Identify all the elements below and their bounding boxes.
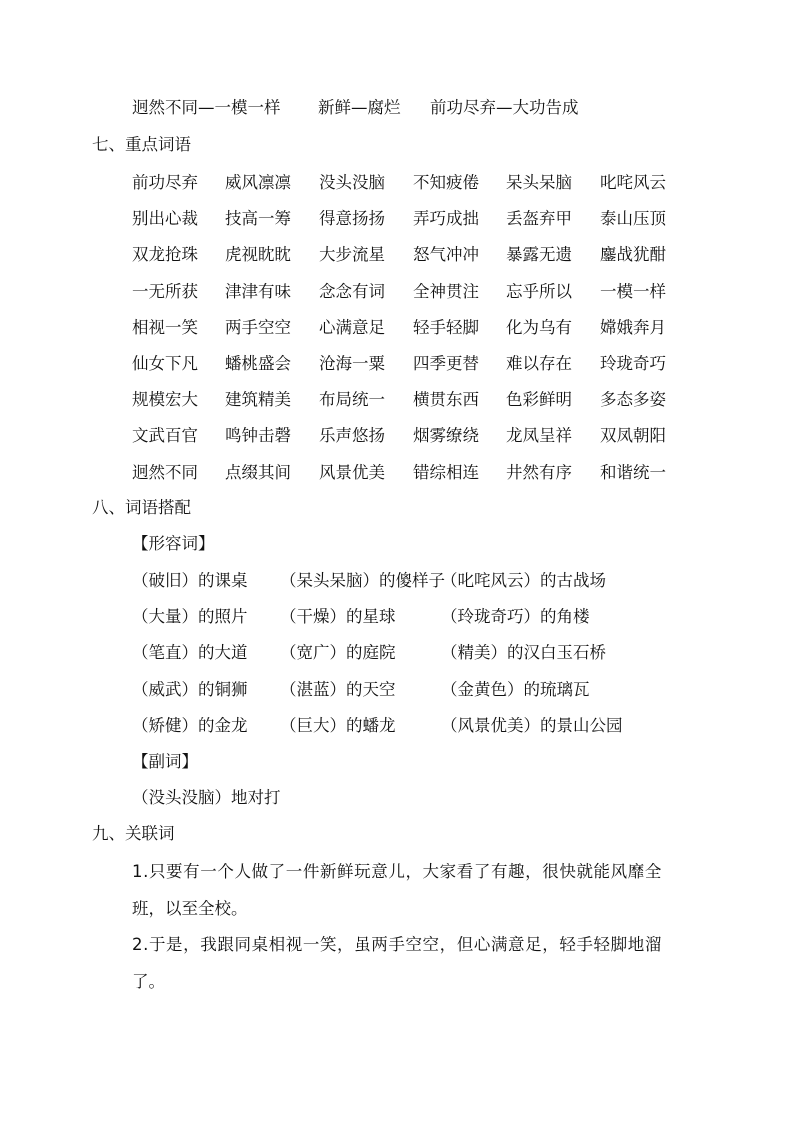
section-8-title: 八、词语搭配 [92,498,191,517]
key-word: 弄巧成拙 [413,209,479,228]
key-word: 风景优美 [319,463,385,482]
key-word: 化为乌有 [506,318,572,337]
key-word: 烟雾缭绕 [413,426,479,445]
collocation-phrase: （精美）的汉白玉石桥 [441,643,606,662]
section-7-title: 七、重点词语 [92,135,191,154]
key-word: 一无所获 [132,282,198,301]
adverb-collocation: （没头没脑）地对打 [132,788,281,807]
collocation-phrase: （大量）的照片 [132,607,248,626]
key-word: 一模一样 [600,282,666,301]
key-word: 横贯东西 [413,390,479,409]
key-word: 念念有词 [319,282,385,301]
antonym-pair: 迥然不同—一模一样 [132,98,281,117]
key-word: 两手空空 [225,318,291,337]
key-word: 泰山压顶 [600,209,666,228]
key-word: 怒气冲冲 [413,245,479,264]
key-word: 虎视眈眈 [225,245,291,264]
key-word: 建筑精美 [225,390,291,409]
key-word: 别出心裁 [132,209,198,228]
key-word: 鸣钟击磬 [225,426,291,445]
key-word: 规模宏大 [132,390,198,409]
key-word: 难以存在 [506,354,572,373]
key-word: 威风凛凛 [225,173,291,192]
collocation-phrase: （宽广）的庭院 [280,643,396,662]
collocation-phrase: （风景优美）的景山公园 [441,716,623,735]
key-word: 嫦娥奔月 [600,318,666,337]
key-word: 轻手轻脚 [413,318,479,337]
collocation-phrase: （金黄色）的琉璃瓦 [441,680,590,699]
key-word: 叱咤风云 [600,173,666,192]
key-word: 相视一笑 [132,318,198,337]
key-word: 前功尽弃 [132,173,198,192]
key-word: 双凤朝阳 [600,426,666,445]
sentence-1-line-1: 1.只要有一个人做了一件新鲜玩意儿，大家看了有趣，很快就能风靡全 [132,862,662,881]
key-word: 呆头呆脑 [506,173,572,192]
antonym-pair: 新鲜—腐烂 [318,98,401,117]
collocation-phrase: （呆头呆脑）的傻样子 [280,571,445,590]
key-word: 迥然不同 [132,463,198,482]
collocation-phrase: （干燥）的星球 [280,607,396,626]
key-word: 丢盔弃甲 [506,209,572,228]
key-word: 忘乎所以 [506,282,572,301]
antonym-pair: 前功尽弃—大功告成 [430,98,579,117]
key-word: 大步流星 [319,245,385,264]
collocation-phrase: （破旧）的课桌 [132,571,248,590]
collocation-phrase: （玲珑奇巧）的角楼 [441,607,590,626]
adverb-subtitle: 【副词】 [132,752,198,771]
key-word: 得意扬扬 [319,209,385,228]
key-word: 布局统一 [319,390,385,409]
key-word: 蟠桃盛会 [225,354,291,373]
key-word: 和谐统一 [600,463,666,482]
key-word: 心满意足 [319,318,385,337]
adjective-subtitle: 【形容词】 [132,534,215,553]
key-word: 技高一筹 [225,209,291,228]
key-word: 没头没脑 [319,173,385,192]
key-word: 色彩鲜明 [506,390,572,409]
collocation-phrase: （威武）的铜狮 [132,680,248,699]
key-word: 暴露无遗 [506,245,572,264]
sentence-1-line-2: 班，以至全校。 [132,899,248,918]
key-word: 沧海一粟 [319,354,385,373]
key-word: 乐声悠扬 [319,426,385,445]
sentence-2-line-1: 2.于是，我跟同桌相视一笑，虽两手空空，但心满意足，轻手轻脚地溜 [132,935,662,954]
key-word: 津津有味 [225,282,291,301]
key-word: 鏖战犹酣 [600,245,666,264]
key-word: 不知疲倦 [413,173,479,192]
collocation-phrase: （叱咤风云）的古战场 [441,571,606,590]
key-word: 龙凤呈祥 [506,426,572,445]
collocation-phrase: （笔直）的大道 [132,643,248,662]
sentence-2-line-2: 了。 [132,972,165,991]
key-word: 双龙抢珠 [132,245,198,264]
key-word: 错综相连 [413,463,479,482]
key-word: 全神贯注 [413,282,479,301]
key-word: 四季更替 [413,354,479,373]
key-word: 井然有序 [506,463,572,482]
section-9-title: 九、关联词 [92,824,175,843]
collocation-phrase: （湛蓝）的天空 [280,680,396,699]
key-word: 文武百官 [132,426,198,445]
key-word: 仙女下凡 [132,354,198,373]
collocation-phrase: （矫健）的金龙 [132,716,248,735]
key-word: 点缀其间 [225,463,291,482]
key-word: 玲珑奇巧 [600,354,666,373]
key-word: 多态多姿 [600,390,666,409]
collocation-phrase: （巨大）的蟠龙 [280,716,396,735]
